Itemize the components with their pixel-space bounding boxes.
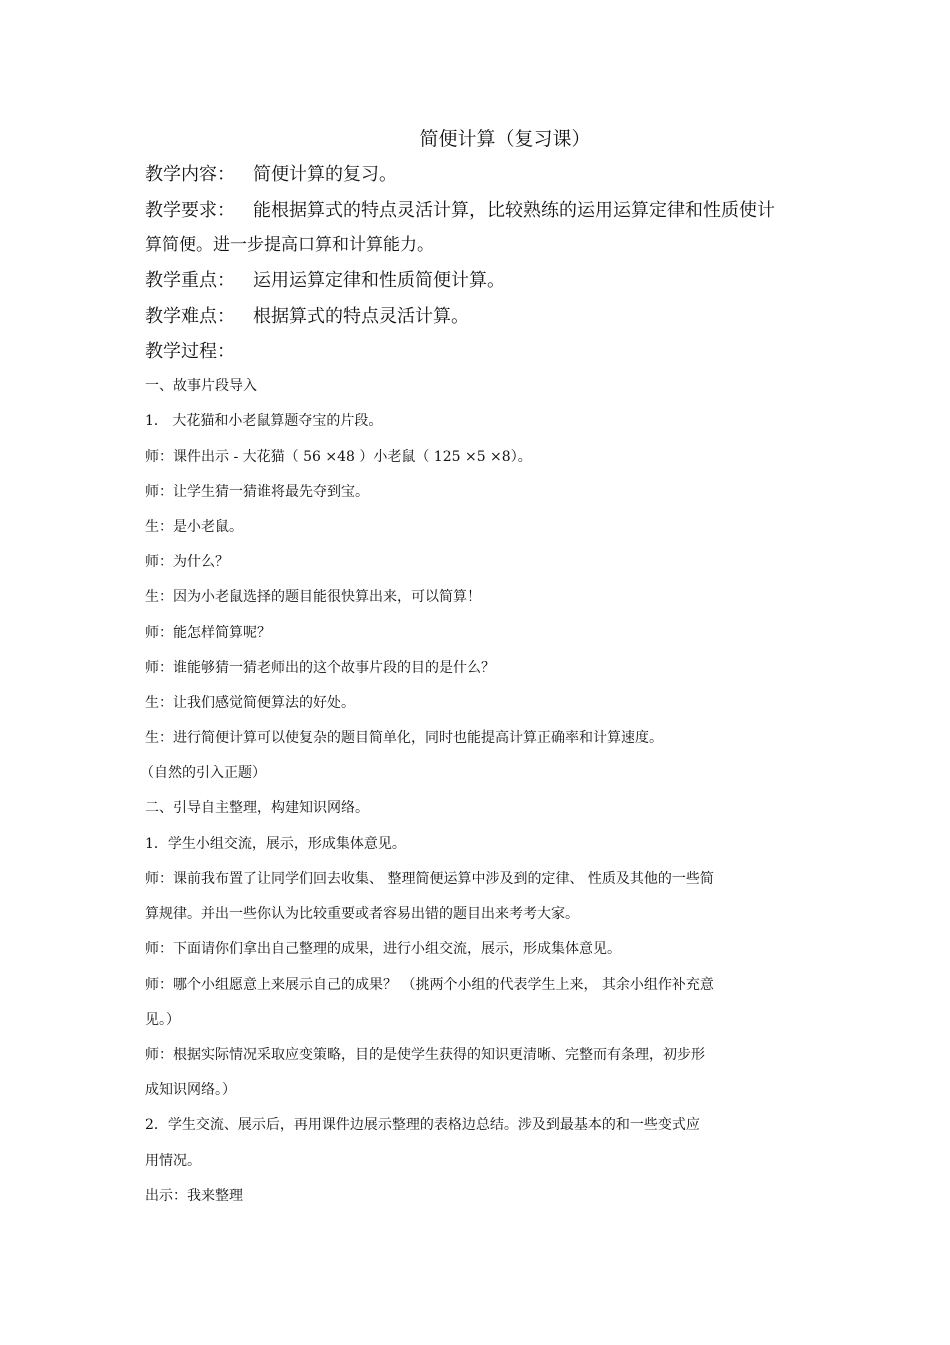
body-line: 一、故事片段导入 [145, 378, 257, 394]
body-line: 出示：我来整理 [145, 1188, 243, 1204]
document-title: 简便计算（复习课） [419, 128, 591, 150]
teaching-focus-label: 教学重点： [145, 270, 235, 291]
body-line: 生：让我们感觉简便算法的好处。 [145, 695, 355, 711]
body-line: （自然的引入正题） [140, 765, 266, 781]
body-line: 师：让学生猜一猜谁将最先夺到宝。 [145, 484, 369, 500]
body-line: 师：能怎样简算呢？ [145, 625, 271, 641]
body-line: 生：因为小老鼠选择的题目能很快算出来，可以简算！ [145, 589, 481, 605]
body-line: 师：根据实际情况采取应变策略，目的是使学生获得的知识更清晰、完整而有条理，初步形 [145, 1047, 705, 1063]
body-line: 1．学生小组交流，展示，形成集体意见。 [145, 836, 406, 852]
body-line: 师：课件出示 - 大花猫（ 56 ×48 ）小老鼠（ 125 ×5 ×8）。 [145, 449, 532, 465]
teaching-difficulty-value: 根据算式的特点灵活计算。 [253, 306, 469, 327]
body-line: 见。） [145, 1012, 180, 1028]
body-line: 1． 大花猫和小老鼠算题夺宝的片段。 [145, 413, 383, 429]
body-line: 师：谁能够猜一猜老师出的这个故事片段的目的是什么？ [145, 660, 495, 676]
teaching-requirement-value: 能根据算式的特点灵活计算，比较熟练的运用运算定律和性质使计 [253, 200, 775, 221]
teaching-process-row [145, 337, 253, 367]
body-line: 生：进行简便计算可以使复杂的题目简单化，同时也能提高计算正确率和计算速度。 [145, 730, 663, 746]
body-line: 算规律。并出一些你认为比较重要或者容易出错的题目出来考考大家。 [145, 906, 579, 922]
teaching-difficulty-label: 教学难点： [145, 306, 235, 327]
body-line: 师：课前我布置了让同学们回去收集、 整理简便运算中涉及到的定律、 性质及其他的一些简 [145, 871, 714, 887]
body-line: 成知识网络。） [145, 1082, 236, 1098]
teaching-process-label: 教学过程： [145, 341, 235, 362]
teaching-focus-value: 运用运算定律和性质简便计算。 [253, 270, 505, 291]
teaching-requirement-continuation: 算简便。进一步提高口算和计算能力。 [145, 235, 434, 255]
body-line: 二、引导自主整理，构建知识网络。 [145, 800, 369, 816]
body-line: 生：是小老鼠。 [145, 519, 243, 535]
teaching-requirement-label: 教学要求： [145, 200, 235, 221]
teaching-content-row [145, 160, 397, 190]
teaching-focus-row [145, 266, 505, 296]
teaching-content-label: 教学内容： [145, 164, 235, 185]
teaching-content-value: 简便计算的复习。 [253, 164, 397, 185]
body-line: 师：下面请你们拿出自己整理的成果，进行小组交流，展示，形成集体意见。 [145, 941, 621, 957]
body-line: 师：哪个小组愿意上来展示自己的成果？ （挑两个小组的代表学生上来， 其余小组作补充意 [145, 977, 714, 993]
teaching-difficulty-row [145, 302, 469, 332]
body-line: 用情况。 [145, 1153, 201, 1169]
teaching-requirement-row [145, 196, 775, 226]
body-line: 2．学生交流、展示后，再用课件边展示整理的表格边总结。涉及到最基本的和一些变式应 [145, 1117, 700, 1133]
body-line: 师：为什么？ [145, 554, 229, 570]
